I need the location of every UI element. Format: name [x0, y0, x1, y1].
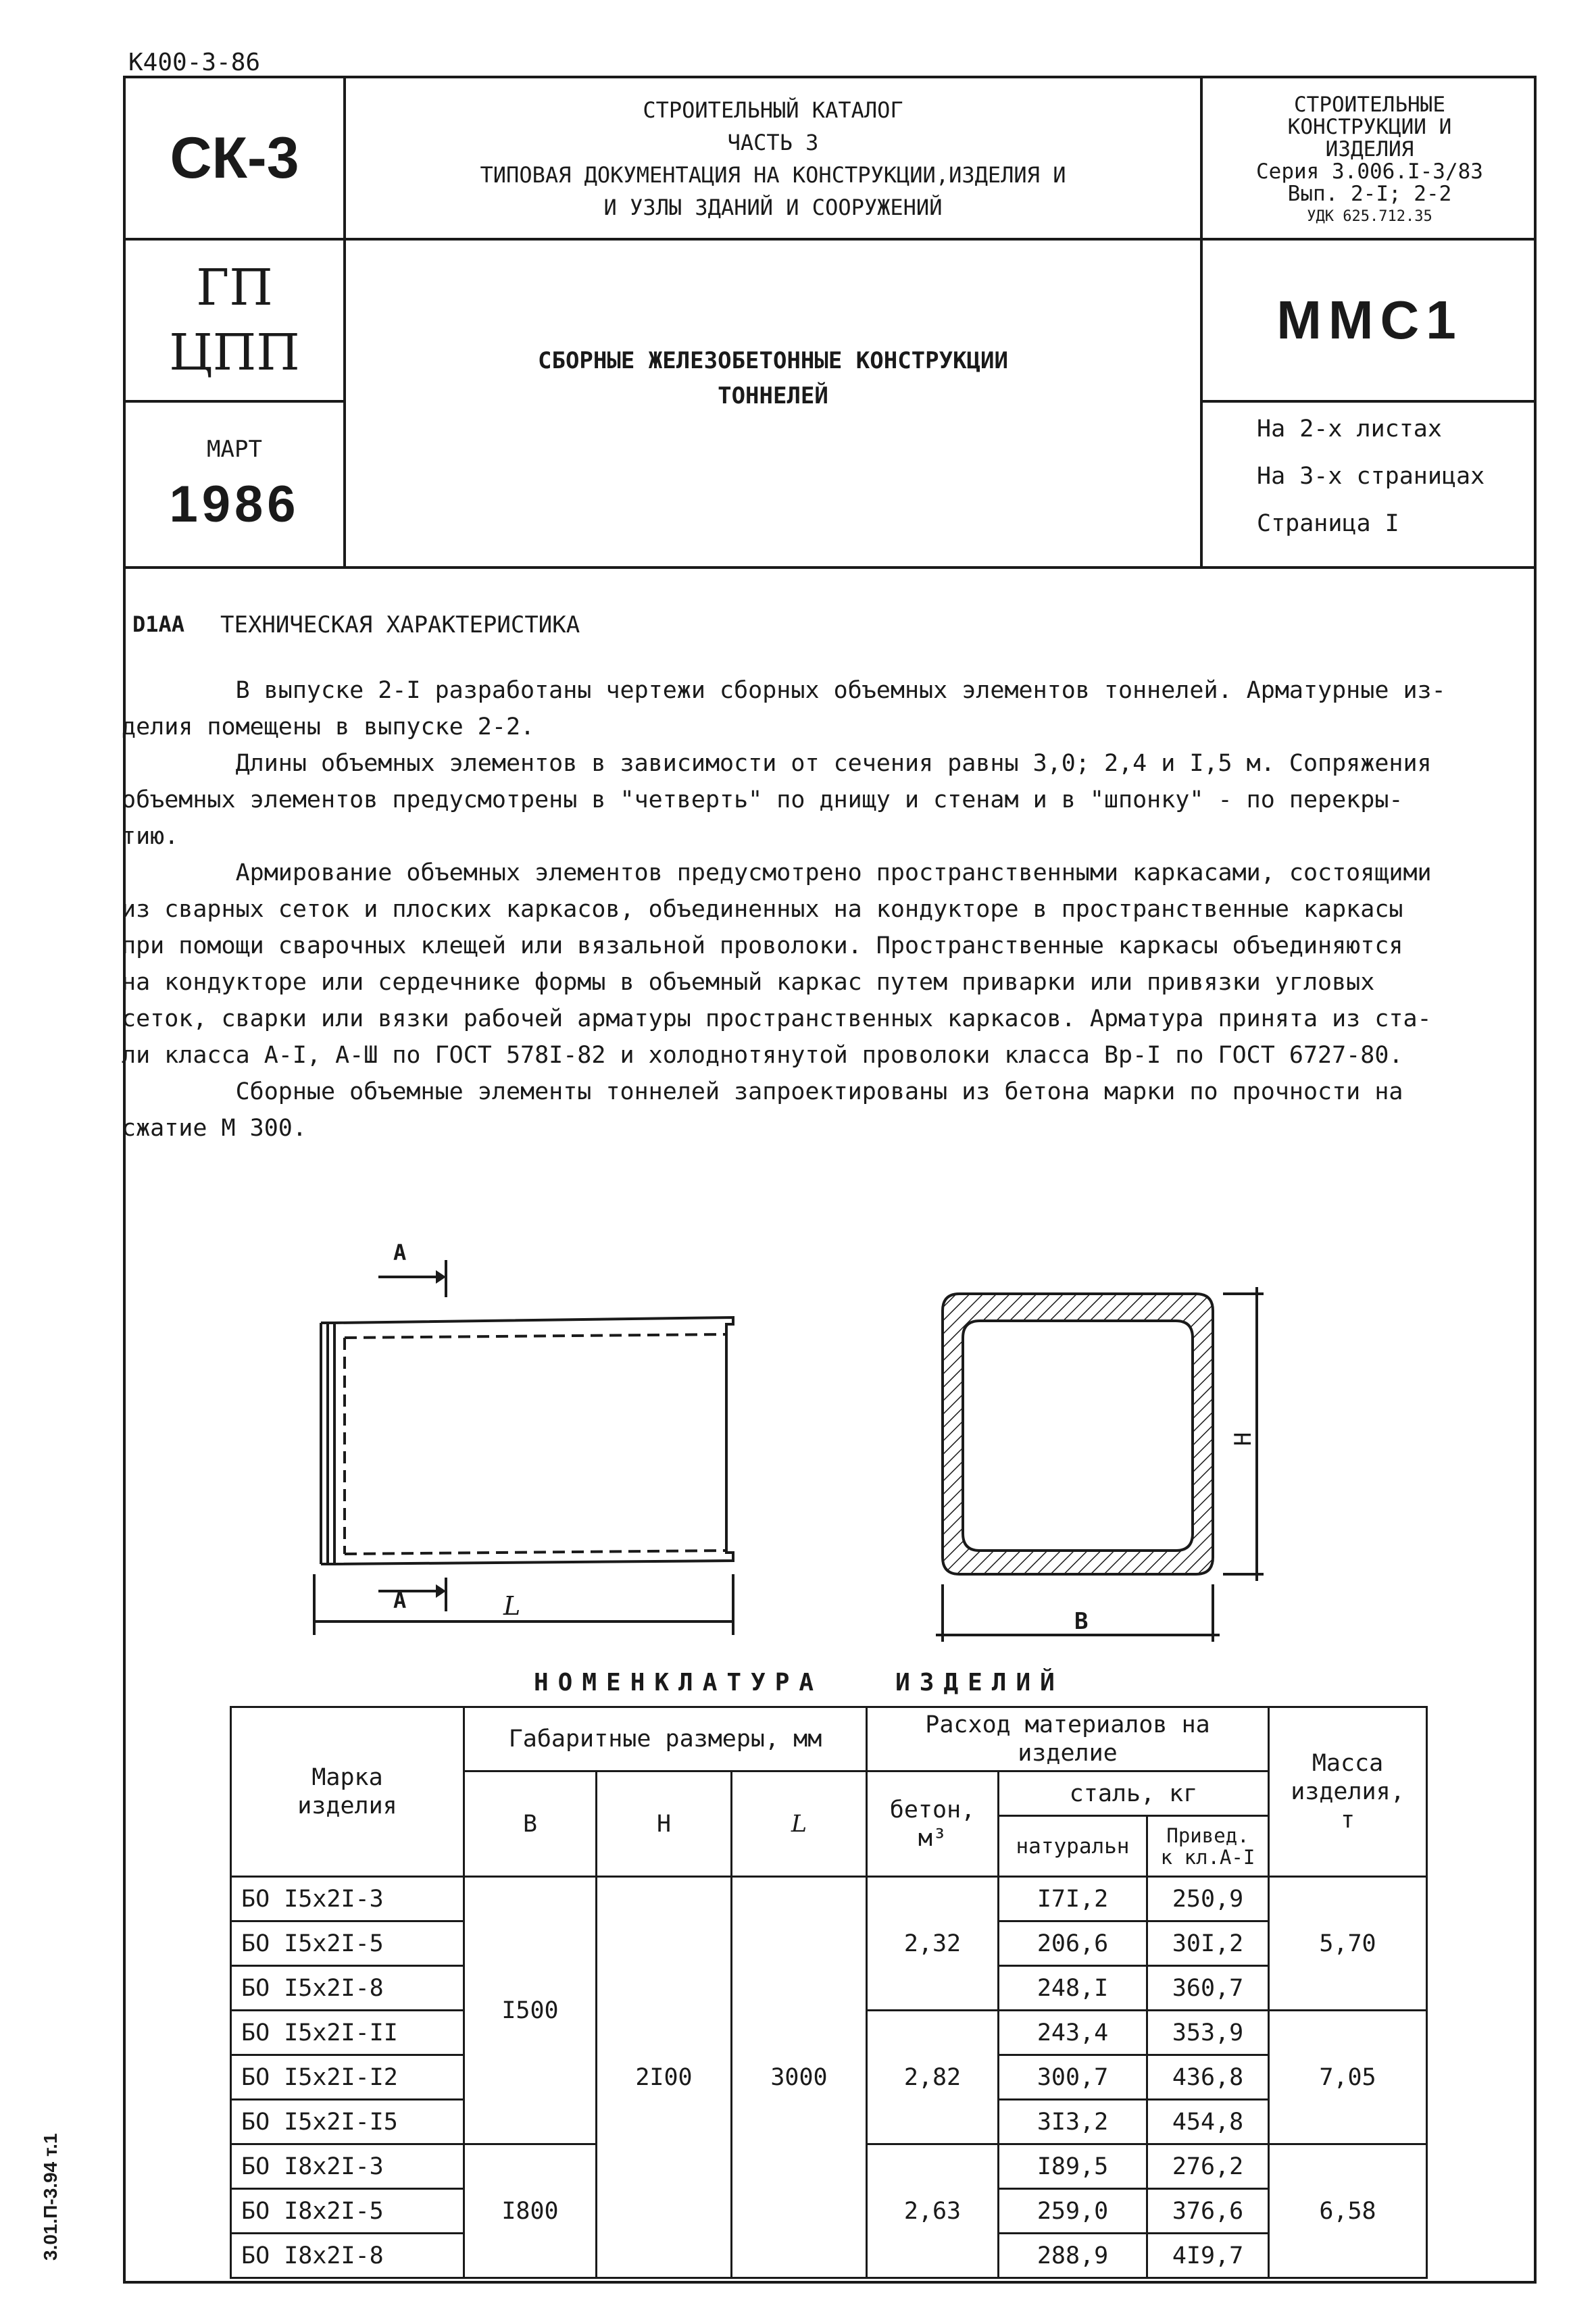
section-index: D1AA [132, 611, 185, 637]
side-stamp: 3.01.П-3.94 т.1 [40, 2133, 61, 2261]
section-heading: ТЕХНИЧЕСКАЯ ХАРАКТЕРИСТИКА [220, 611, 580, 638]
section-line: СТРОИТЕЛЬНЫЕ [1294, 93, 1445, 117]
organization [126, 241, 343, 400]
catalog-code: СК-3 [170, 125, 299, 191]
body-line: В выпуске 2-I разработаны чертежи сборных объемных элементов тоннелей. Арматурные из- [122, 677, 1446, 704]
cell-l: 3000 [732, 1877, 867, 2278]
body-line: сжатие М 300. [122, 1115, 307, 1142]
cross-section-drawing [926, 1284, 1311, 1662]
cell-b: I500 [464, 1877, 597, 2144]
table-title: НОМЕНКЛАТУРА ИЗДЕЛИЙ [534, 1669, 1064, 1696]
cell-h: 2I00 [597, 1877, 732, 2278]
header-reduced: Привед. к кл.А-I [1147, 1816, 1269, 1877]
header-b: В [464, 1771, 597, 1877]
row-reduced: 376,6 [1147, 2189, 1269, 2234]
header-concrete: бетон, м³ [867, 1771, 999, 1877]
section-line: УДК 625.712.35 [1307, 208, 1432, 225]
row-mark: БО I5х2I-I5 [231, 2100, 464, 2144]
catalog-line: СТРОИТЕЛЬНЫЙ КАТАЛОГ [643, 97, 903, 123]
height-label: Н [1230, 1432, 1257, 1447]
row-reduced: 4I9,7 [1147, 2234, 1269, 2278]
row-natural: 300,7 [999, 2055, 1147, 2100]
row-reduced: 276,2 [1147, 2144, 1269, 2189]
cell-concrete: 2,63 [867, 2144, 999, 2278]
row-natural: 248,I [999, 1966, 1147, 2011]
body-line: делия помещены в выпуске 2-2. [122, 713, 535, 740]
sheet-info [1257, 405, 1527, 547]
row-mark: БО I5х2I-8 [231, 1966, 464, 2011]
row-natural: I89,5 [999, 2144, 1147, 2189]
product-title-line: ТОННЕЛЕЙ [718, 382, 828, 409]
body-line: при помощи сварочных клещей или вязальной проволоки. Пространственные каркасы объединяются [122, 932, 1403, 959]
header-steel: сталь, кг [999, 1771, 1269, 1816]
body-line: Армирование объемных элементов предусмотрено пространственными каркасами, состоящими [122, 859, 1432, 886]
body-line: Длины объемных элементов в зависимости от сечения равны 3,0; 2,4 и I,5 м. Сопряжения [122, 750, 1432, 777]
row-reduced: 360,7 [1147, 1966, 1269, 2011]
catalog-description [346, 88, 1200, 230]
cell-concrete: 2,32 [867, 1877, 999, 2011]
body-line: тию. [122, 823, 179, 850]
section-mark-top: А [393, 1240, 407, 1265]
row-natural: 206,6 [999, 1921, 1147, 1966]
header-dimensions: Габаритные размеры, мм [464, 1707, 867, 1771]
section-line: КОНСТРУКЦИИ И [1287, 115, 1452, 139]
header-h: Н [597, 1771, 732, 1877]
cell-mass: 5,70 [1269, 1877, 1427, 2011]
page-frame-bottom [123, 2281, 1537, 2284]
row-natural: 243,4 [999, 2011, 1147, 2055]
body-line: ли класса А-I, А-Ш по ГОСТ 578I-82 и холоднотянутой проволоки класса Вр-I по ГОСТ 6727-80. [122, 1042, 1403, 1069]
row-mark: БО I5х2I-5 [231, 1921, 464, 1966]
section-description [1203, 86, 1537, 235]
row-mark: БО I8х2I-8 [231, 2234, 464, 2278]
row-natural: 288,9 [999, 2234, 1147, 2278]
header-natural: натуральн [999, 1816, 1147, 1877]
header-materials: Расход материалов на изделие [867, 1707, 1269, 1771]
document-number: ММС1 [1276, 290, 1463, 350]
section-line: Серия 3.006.I-3/83 [1256, 159, 1483, 184]
title-divider [1200, 400, 1537, 403]
row-reduced: 353,9 [1147, 2011, 1269, 2055]
body-line: Сборные объемные элементы тоннелей запроектированы из бетона марки по прочности на [122, 1078, 1403, 1105]
row-mark: БО I8х2I-5 [231, 2189, 464, 2234]
nomenclature-table [230, 1706, 1428, 2279]
width-label: В [1074, 1608, 1089, 1635]
length-label: L [503, 1591, 521, 1621]
product-title-line: СБОРНЫЕ ЖЕЛЕЗОБЕТОННЫЕ КОНСТРУКЦИИ [538, 347, 1008, 374]
issue-date [126, 403, 343, 566]
section-mark-bottom: А [393, 1588, 407, 1613]
header-mark: Марка изделия [231, 1707, 464, 1877]
issue-year: 1986 [169, 475, 300, 533]
body-line: из сварных сеток и плоских каркасов, объединенных на кондукторе в пространственные каркасы [122, 896, 1403, 923]
section-line: ИЗДЕЛИЯ [1325, 137, 1414, 161]
cell-mass: 6,58 [1269, 2144, 1427, 2278]
page-frame-right [1534, 568, 1537, 2284]
org-line: ЦПП [169, 324, 300, 382]
row-natural: 3I3,2 [999, 2100, 1147, 2144]
cell-mass: 7,05 [1269, 2011, 1427, 2144]
header-l: L [732, 1771, 867, 1877]
document-code: К400-3-86 [128, 49, 261, 76]
issue-month: МАРТ [207, 435, 262, 463]
row-mark: БО I5х2I-I2 [231, 2055, 464, 2100]
row-natural: 259,0 [999, 2189, 1147, 2234]
row-reduced: 250,9 [1147, 1877, 1269, 1921]
cell-concrete: 2,82 [867, 2011, 999, 2144]
cell-b: I800 [464, 2144, 597, 2278]
sheet-count: На 2-х листах [1257, 416, 1442, 443]
page-count: На 3-х страницах [1257, 463, 1485, 490]
side-view-drawing [284, 1223, 770, 1649]
row-natural: I7I,2 [999, 1877, 1147, 1921]
row-mark: БО I5х2I-II [231, 2011, 464, 2055]
section-line: Вып. 2-I; 2-2 [1287, 182, 1452, 206]
body-line: объемных элементов предусмотрены в "четверть" по днищу и стенам и в "шпонку" - по перекры- [122, 786, 1403, 813]
page-number: Страница I [1257, 510, 1399, 537]
row-reduced: 454,8 [1147, 2100, 1269, 2144]
catalog-line: ЧАСТЬ 3 [727, 130, 819, 155]
row-mark: БО I8х2I-3 [231, 2144, 464, 2189]
header-mass: Масса изделия, т [1269, 1707, 1427, 1877]
catalog-line: И УЗЛЫ ЗДАНИЙ И СООРУЖЕНИЙ [603, 195, 943, 220]
body-line: сеток, сварки или вязки рабочей арматуры пространственных каркасов. Арматура принята из ста- [122, 1005, 1432, 1032]
body-line: на кондукторе или сердечнике формы в объемный каркас путем приварки или привязки угловых [122, 969, 1375, 996]
product-title [346, 338, 1200, 419]
catalog-line: ТИПОВАЯ ДОКУМЕНТАЦИЯ НА КОНСТРУКЦИИ,ИЗДЕЛИЯ И [480, 162, 1066, 188]
row-mark: БО I5х2I-3 [231, 1877, 464, 1921]
row-reduced: 30I,2 [1147, 1921, 1269, 1966]
org-line: ГП [196, 259, 273, 317]
row-reduced: 436,8 [1147, 2055, 1269, 2100]
